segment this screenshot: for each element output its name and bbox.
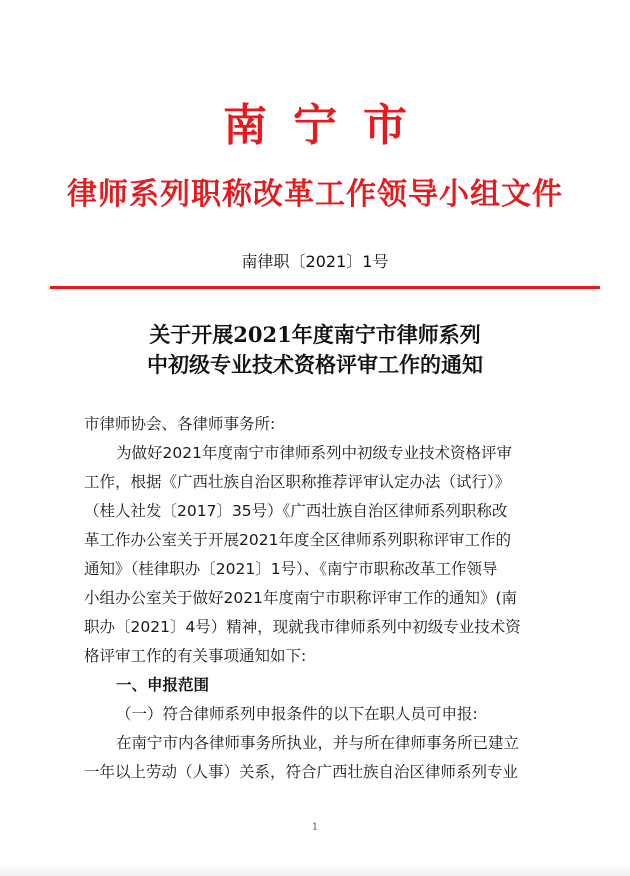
- body-paragraph-line: 在南宁市内各律师事务所执业，并与所在律师事务所已建立: [116, 734, 520, 752]
- body-paragraph-line: 小组办公室关于做好2021年度南宁市职称评审工作的通知》(南: [84, 589, 517, 607]
- body-paragraph-line: 为做好2021年度南宁市律师系列中初级专业技术资格评审: [116, 444, 512, 462]
- body-paragraph-line: 一年以上劳动（人事）关系，符合广西壮族自治区律师系列专业: [84, 763, 519, 781]
- city-title: 南宁市: [223, 100, 433, 151]
- body-paragraph-line: 通知》（桂律职办〔2021〕1号）、《南宁市职称改革工作领导: [84, 560, 498, 578]
- body-paragraph-line: 职办〔2021〕4号）精神，现就我市律师系列中初级专业技术资: [84, 618, 521, 636]
- subsection-line: （一）符合律师系列申报条件的以下在职人员可申报:: [116, 705, 478, 723]
- document-number: 南律职〔2021〕1号: [241, 252, 389, 271]
- body-paragraph-line: （桂人社发〔2017〕35号）《广西壮族自治区律师系列职称改: [84, 502, 508, 520]
- body-paragraph-line: 革工作办公室关于开展2021年度全区律师系列职称评审工作的: [84, 531, 511, 549]
- notice-title-line-1: 关于开展2021年度南宁市律师系列: [149, 322, 481, 347]
- section-heading: 一、申报范围: [116, 676, 210, 694]
- notice-title-line-2: 中初级专业技术资格评审工作的通知: [147, 352, 483, 377]
- body-paragraph-line: 格评审工作的有关事项通知如下:: [84, 647, 307, 665]
- salutation: 市律师协会、各律师事务所:: [84, 415, 276, 433]
- red-divider-line: [50, 286, 600, 289]
- page-number: 1: [311, 822, 319, 833]
- org-document-title: 律师系列职称改革工作领导小组文件: [67, 177, 563, 212]
- body-paragraph-line: 工作，根据《广西壮族自治区职称推荐评审认定办法（试行）》: [84, 473, 511, 491]
